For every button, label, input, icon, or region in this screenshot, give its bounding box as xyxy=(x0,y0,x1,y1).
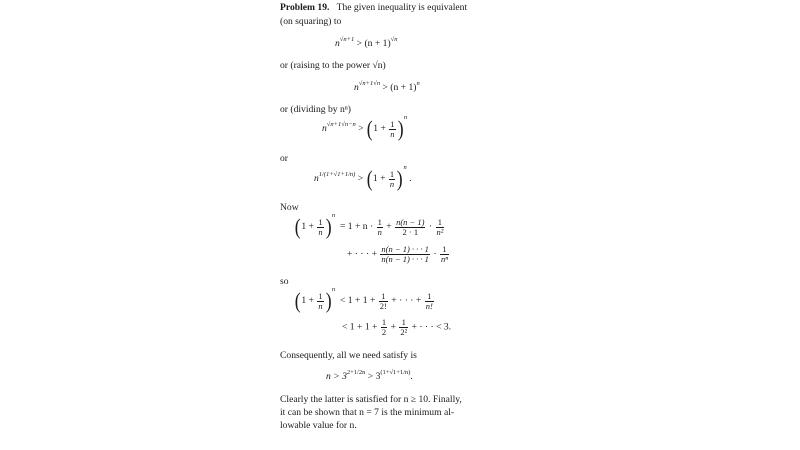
equation-1 xyxy=(335,38,398,50)
bound-line2-end: + · · · < 3. xyxy=(411,321,452,333)
exp-plus: + xyxy=(386,221,392,233)
step-4-text: or xyxy=(280,153,288,164)
exp-lhs-num: 1 xyxy=(318,216,323,227)
bound-f2-fraction xyxy=(425,292,434,311)
final-exponent-2: (1+√1+1/n) xyxy=(380,369,411,376)
final-lhs: n > 3 xyxy=(326,371,347,382)
final-period: . xyxy=(410,371,413,382)
eq3-right-paren: ) xyxy=(397,116,404,141)
eq4-gt: > xyxy=(357,173,364,185)
eq2-base: n xyxy=(354,82,359,93)
final-exponent-1: 2+1/2n xyxy=(346,369,366,376)
eq3-one-plus: 1 + xyxy=(373,123,386,135)
equation-4 xyxy=(314,164,412,191)
eq3-gt: > xyxy=(358,123,364,135)
bound-g2-fraction xyxy=(399,318,408,337)
exp-line2-start: + · · · + xyxy=(347,248,377,260)
problem-heading: Problem 19. xyxy=(280,2,330,13)
bound-lhs-one-plus: 1 + xyxy=(301,295,314,307)
eq2-rhs: > (n + 1) xyxy=(382,82,417,93)
exp-t3-den: n(n − 1) · · · 1 xyxy=(381,254,429,264)
eq3-fraction xyxy=(389,120,395,139)
exp-t2-fraction xyxy=(395,218,425,237)
bound-lhs-power: n xyxy=(331,286,336,294)
so-text: so xyxy=(280,276,289,287)
exp-eq-part: = 1 + n · xyxy=(339,221,374,233)
bound-g1-num: 1 xyxy=(381,317,387,327)
exp-t2-num: n(n − 1) xyxy=(396,216,425,227)
exp-left-paren: ( xyxy=(294,214,301,239)
exp-t1-num: 1 xyxy=(377,216,382,227)
final-mid: > 3 xyxy=(367,371,381,382)
eq4-period: . xyxy=(409,173,412,185)
eq3-exponent: √n+1√n−n xyxy=(326,121,356,129)
exp-lhs-one-plus: 1 + xyxy=(301,221,314,233)
conclusion-line-1: Clearly the latter is satisfied for n ≥ 10. Finally, xyxy=(280,394,462,405)
final-equation xyxy=(326,371,413,383)
equation-2 xyxy=(354,82,420,94)
eq4-left-paren: ( xyxy=(366,166,373,191)
exp-t2b-fraction xyxy=(436,218,445,237)
bound-lhs-den: n xyxy=(318,300,323,311)
consequently-text: Consequently, all we need satisfy is xyxy=(280,350,417,361)
exp-t3b-fraction xyxy=(440,245,449,264)
eq4-right-paren: ) xyxy=(396,166,403,191)
bound-g1-den: 2 xyxy=(381,327,387,337)
expansion-line-1 xyxy=(294,212,445,239)
eq1-rhs-exponent: √n xyxy=(390,36,398,43)
bound-lhs-fraction xyxy=(317,292,323,311)
bound-f1-den: 2! xyxy=(379,300,387,311)
eq1-base: n xyxy=(335,38,340,49)
eq4-frac-num: 1 xyxy=(389,168,395,179)
eq3-base: n xyxy=(322,123,327,135)
exp-t2b-num: 1 xyxy=(436,218,445,228)
eq4-one-plus: 1 + xyxy=(372,173,386,185)
bound-lhs-num: 1 xyxy=(318,290,323,301)
bound-line1-start: < 1 + 1 + xyxy=(339,295,376,307)
equation-3 xyxy=(322,114,408,141)
bound-g2-den: 2² xyxy=(400,327,408,337)
exp-lhs-den: n xyxy=(318,226,323,237)
exp-t3b-den: nⁿ xyxy=(440,254,448,264)
now-text: Now xyxy=(280,202,299,213)
bound-f1-fraction xyxy=(379,292,388,311)
exp-t3-fraction xyxy=(380,245,430,264)
eq2-exponent: √n+1√n xyxy=(358,80,381,87)
step-2-text: or (raising to the power √n) xyxy=(280,60,386,71)
eq2-rhs-exponent: n xyxy=(416,80,420,87)
bound-f2-den: n! xyxy=(425,300,433,311)
intro-line-2: (on squaring) to xyxy=(280,16,342,27)
eq4-fraction xyxy=(389,170,395,189)
bound-g2-num: 1 xyxy=(399,318,408,328)
exp-t1-fraction xyxy=(377,218,383,237)
eq4-power: n xyxy=(403,164,407,172)
bound-f1-num: 1 xyxy=(379,292,388,302)
bound-f2-num: 1 xyxy=(425,292,434,302)
exp-t3b-num: 1 xyxy=(440,245,449,255)
eq3-frac-num: 1 xyxy=(390,118,395,129)
bound-line-2 xyxy=(342,318,451,337)
step-3-text: or (dividing by nⁿ) xyxy=(280,104,351,115)
exp-t1-den: n xyxy=(377,226,382,237)
conclusion-line-2: it can be shown that n = 7 is the minimum al- xyxy=(280,407,455,418)
exp-t2-den: 2 · 1 xyxy=(402,226,419,237)
bound-right-paren: ) xyxy=(325,288,332,313)
exp-lhs-fraction xyxy=(317,218,323,237)
eq4-frac-den: n xyxy=(389,178,395,189)
eq4-exponent: 1/(1+√1+1/n) xyxy=(318,171,356,179)
eq1-exponent: √n+1 xyxy=(339,36,355,43)
exp-t2b-den: n² xyxy=(436,226,444,237)
eq3-left-paren: ( xyxy=(366,116,373,141)
intro-text-1: The given inequality is equivalent xyxy=(336,2,468,13)
exp-dot: · xyxy=(428,221,433,233)
exp-t3-num: n(n − 1) · · · 1 xyxy=(381,244,429,254)
bound-line2-start: < 1 + 1 + xyxy=(342,321,378,333)
exp-dot-2: · xyxy=(433,248,437,260)
eq4-base: n xyxy=(314,173,319,185)
exp-right-paren: ) xyxy=(325,214,332,239)
conclusion-line-3: lowable value for n. xyxy=(280,420,357,431)
eq3-frac-den: n xyxy=(390,128,395,139)
expansion-line-2 xyxy=(347,245,450,264)
eq3-power: n xyxy=(403,114,408,122)
exp-lhs-power: n xyxy=(331,212,336,220)
bound-left-paren: ( xyxy=(294,288,301,313)
solution-page xyxy=(268,0,536,450)
intro-line-1 xyxy=(280,2,467,14)
bound-line-1 xyxy=(294,286,435,313)
bound-g1-fraction xyxy=(381,318,387,337)
bound-mid: + · · · + xyxy=(391,295,422,307)
eq1-rhs: > (n + 1) xyxy=(356,38,391,49)
bound-plus: + xyxy=(390,321,396,333)
